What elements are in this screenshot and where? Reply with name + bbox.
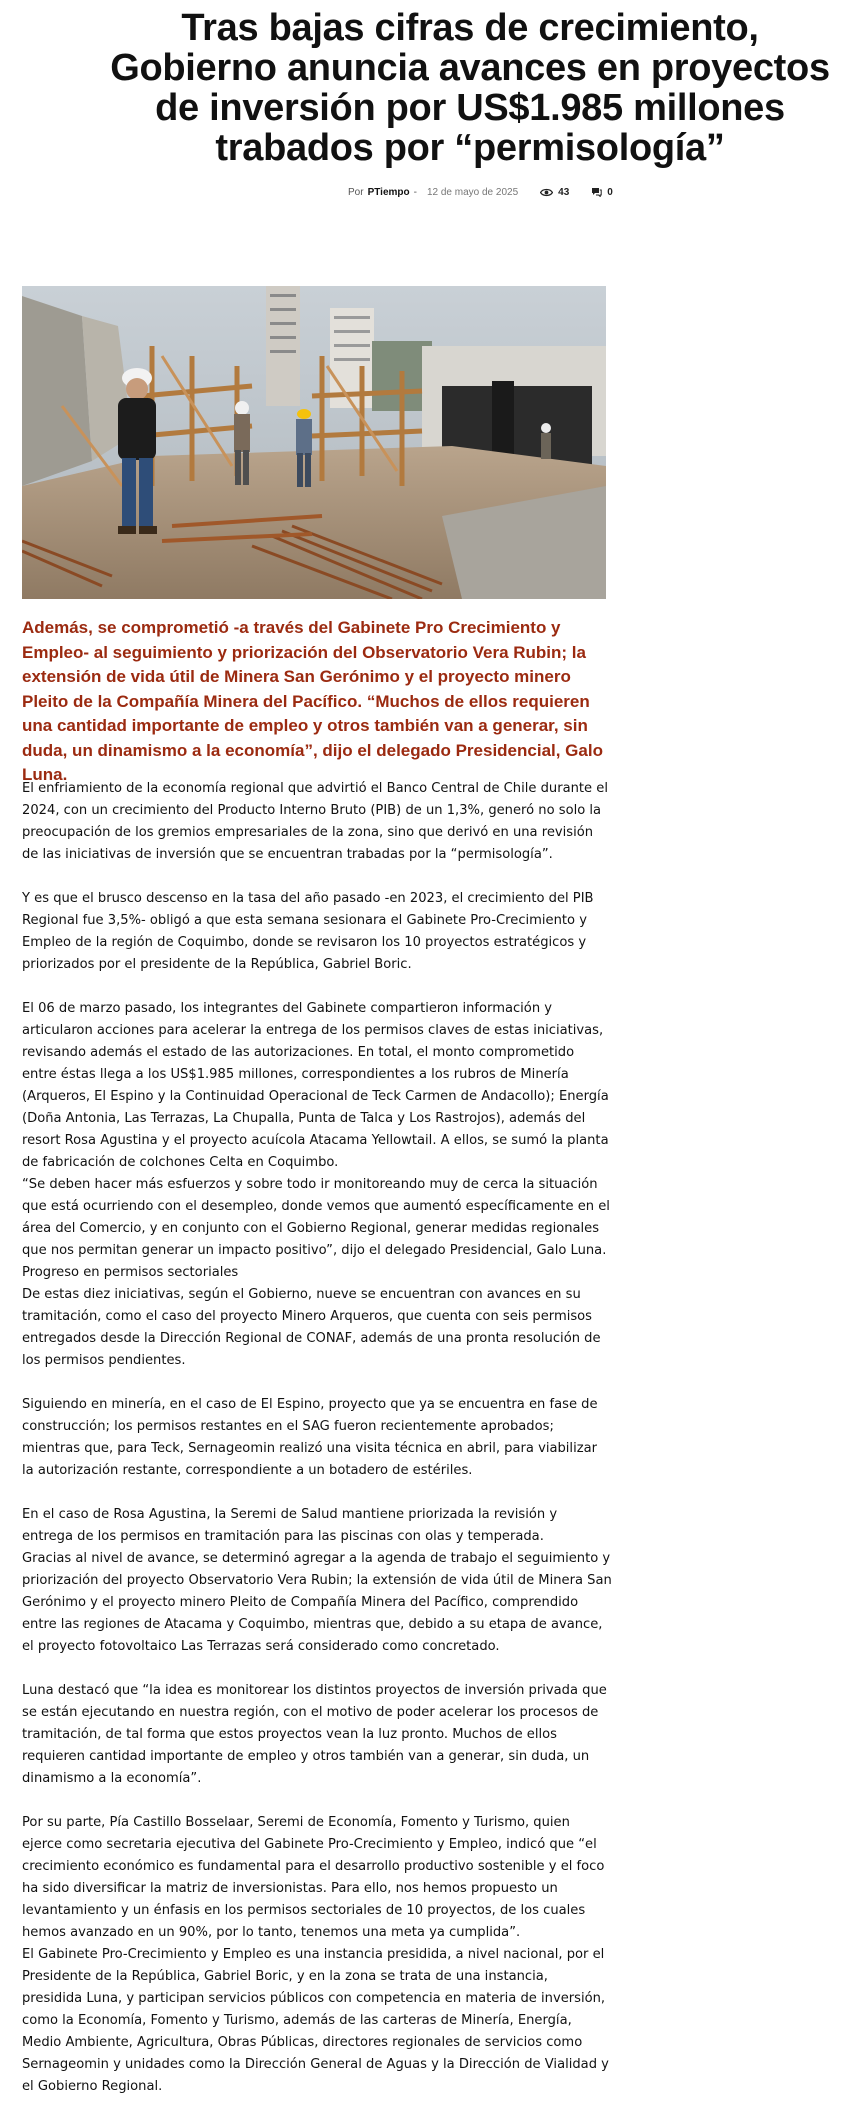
article-title: Tras bajas cifras de crecimiento, Gobierno anuncia avances en proyectos de inversión por US$1.985 millones trabados por “permisología” xyxy=(110,7,830,169)
body-paragraph: En el caso de Rosa Agustina, la Seremi de Salud mantiene priorizada la revisión y entrega de los permisos en tramitación para las piscinas con olas y temperada. xyxy=(22,1507,558,1544)
comments-count[interactable] xyxy=(591,187,613,198)
comments-value: 0 xyxy=(607,186,613,198)
article-lead: Además, se comprometió -a través del Gabinete Pro Crecimiento y Empleo- al seguimiento y priorización del Observatorio Vera Rubin; la extensión de vida útil de Minera San Gerónimo y el proyecto minero Pleito de la Compañía Minera del Pacífico. “Muchos de ellos requieren una cantidad importante de empleo y otros también van a generar, sin duda, un dinamismo a la economía”, dijo el delegado Presidencial, Galo Luna. xyxy=(22,618,603,784)
paragraph-spacer xyxy=(22,1372,612,1394)
body-paragraph: El Gabinete Pro-Crecimiento y Empleo es una instancia presidida, a nivel nacional, por el Presidente de la República, Gabriel Boric, y en la zona se trata de una instancia, presidida Luna, y participan servicios públicos con competencia en materia de inversión, como la Economía, Fomento y Turismo, además de las carteras de Minería, Energía, Medio Ambiente, Agricultura, Obras Públicas, directores regionales de servicios como Sernageomin y unidades como la Dirección General de Aguas y la Dirección de Vialidad y el Gobierno Regional. xyxy=(22,1947,609,2094)
body-paragraph: De estas diez iniciativas, según el Gobierno, nueve se encuentran con avances en su tramitación, como el caso del proyecto Minero Arqueros, que cuenta con seis permisos entregados desde la Dirección Regional de CONAF, además de una pronta resolución de los permisos pendientes. xyxy=(22,1287,601,1368)
article-meta xyxy=(348,182,635,202)
body-paragraph: Y es que el brusco descenso en la tasa del año pasado -en 2023, el crecimiento del PIB Regional fue 3,5%- obligó a que esta semana sesionara el Gabinete Pro-Crecimiento y Empleo de la región de Coquimbo, donde se revisaron los 10 proyectos estratégicos y priorizados por el presidente de la República, Gabriel Boric. xyxy=(22,891,594,972)
paragraph-spacer xyxy=(22,1790,612,1812)
comment-icon xyxy=(591,187,602,197)
by-label: Por xyxy=(348,186,364,198)
paragraph-spacer xyxy=(22,1658,612,1680)
body-paragraph: “Se deben hacer más esfuerzos y sobre todo ir monitoreando muy de cerca la situación que está ocurriendo con el desempleo, donde vemos que aumentó específicamente en el área del Comercio, y en conjunto con el Gobierno Regional, generar medidas regionales que nos permitan generar un impacto positivo”, dijo el delegado Presidencial, Galo Luna. xyxy=(22,1177,610,1258)
meta-separator: - xyxy=(413,186,417,198)
paragraph-spacer xyxy=(22,866,612,888)
body-paragraph: Por su parte, Pía Castillo Bosselaar, Seremi de Economía, Fomento y Turismo, quien ejerce como secretaria ejecutiva del Gabinete Pro-Crecimiento y Empleo, indicó que “el crecimiento económico es fundamental para el desarrollo productivo sostenible y el foco ha sido diversificar la matriz de inversionistas. Para ello, nos hemos propuesto un levantamiento y un énfasis en los permisos sectoriales de 10 proyectos, de los cuales hemos avanzado en un 90%, por lo tanto, tenemos una meta ya cumplida”. xyxy=(22,1815,605,1940)
views-count xyxy=(540,187,569,198)
body-paragraph: Luna destacó que “la idea es monitorear los distintos proyectos de inversión privada que se están ejecutando en nuestra región, con el motivo de poder acelerar los procesos de tramitación, de tal forma que estos proyectos vean la luz pronto. Muchos de ellos requieren cantidad importante de empleo y otros también van a generar, sin duda, un dinamismo a la economía”. xyxy=(22,1683,607,1786)
body-paragraph: El 06 de marzo pasado, los integrantes del Gabinete compartieron información y articularon acciones para acelerar la entrega de los permisos claves de estas iniciativas, revisando además el estado de las autorizaciones. En total, el monto comprometido entre éstas llega a los US$1.985 millones, correspondientes a los rubros de Minería (Arqueros, El Espino y la Continuidad Operacional de Teck Carmen de Andacollo); Energía (Doña Antonia, Las Terrazas, La Chupalla, Punta de Talca y Los Rastrojos), además del resort Rosa Agustina y el proyecto acuícola Atacama Yellowtail. A ellos, se sumó la planta de fabricación de colchones Celta en Coquimbo. xyxy=(22,1001,609,1170)
paragraph-spacer xyxy=(22,976,612,998)
paragraph-spacer xyxy=(22,1482,612,1504)
author-link[interactable]: PTiempo xyxy=(367,186,410,198)
body-paragraph: Gracias al nivel de avance, se determinó agregar a la agenda de trabajo el seguimiento y priorización del proyecto Observatorio Vera Rubin; la extensión de vida útil de Minera San Gerónimo y el proyecto minero Pleito de Compañía Minera del Pacífico, comprendido entre las regiones de Atacama y Coquimbo, mientras que, debido a su etapa de avance, el proyecto fotovoltaico Las Terrazas será considerado como concretado. xyxy=(22,1551,612,1654)
body-paragraph: El enfriamiento de la economía regional que advirtió el Banco Central de Chile durante el 2024, con un crecimiento del Producto Interno Bruto (PIB) de un 1,3%, generó no solo la preocupación de los gremios empresariales de la zona, sino que derivó en una revisión de las iniciativas de inversión que se encuentran trabadas por la “permisología”. xyxy=(22,781,608,862)
eye-icon xyxy=(540,188,553,197)
article-body xyxy=(22,778,612,2098)
views-value: 43 xyxy=(558,186,570,198)
article-photo xyxy=(22,286,606,599)
publish-date: 12 de mayo de 2025 xyxy=(426,186,519,198)
section-subheading: Progreso en permisos sectoriales xyxy=(22,1265,239,1280)
body-paragraph: Siguiendo en minería, en el caso de El Espino, proyecto que ya se encuentra en fase de construcción; los permisos restantes en el SAG fueron recientemente aprobados; mientras que, para Teck, Sernageomin realizó una visita técnica en abril, para viabilizar la autorización restante, correspondiente a un botadero de estériles. xyxy=(22,1397,598,1478)
